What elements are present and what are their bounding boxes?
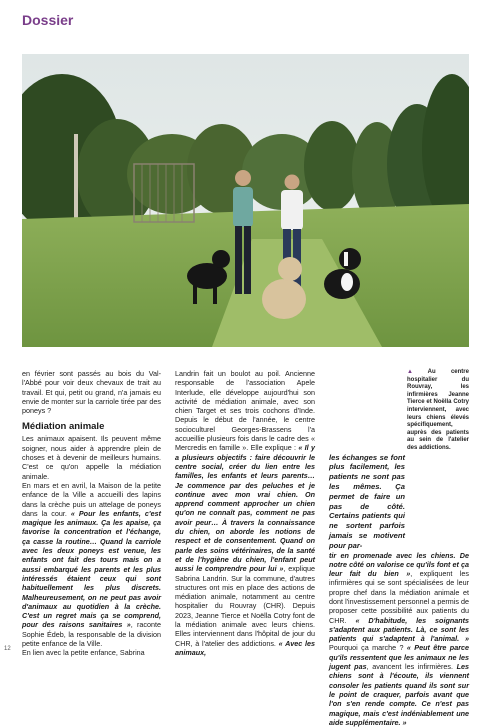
caption-text: Au centre hospitalier du Rouvray, les infirmières Jeanne Tierce et Noëlla Cotry interviennent, avec leurs chiens élevés spécifiquement, auprès des patients au sein de l'atelier des addictions. [407,369,469,451]
quote: « Pour les enfants, c'est magique les animaux. Ça les apaise, ça favorise la concentration et l'échange, ça casse la routine… Quand la carriole avec les deux poneys est venue, les enfants ont fait des tours mais on a aussi embarqué les parents et les plus intéressés étaient ceux qui sont habituellement les plus discrets. Malheureusement, on ne peut pas avoir d'animaux au quotidien à la crèche. C'est un regret mais ça se comprend, pour des raisons sanitaires » [22,509,161,630]
paragraph-text: Pourquoi ça marche ? [329,643,407,652]
paragraph-text: , raconte Sophie Édeb, la responsable de la division petite enfance de la Ville. [22,620,161,648]
paragraph-text: , expliquent les infirmières qui se sont spécialisées de leur propre chef dans la médiation animale et dont l'investissement personnel a permis de proposer cette possibilité aux patients du CHR. [329,569,469,624]
page-number: 12 [4,646,11,652]
text-column-1 [22,369,161,658]
photo-caption [407,369,469,453]
paragraph-text: , avancent les infirmières. [367,662,457,671]
paragraph-text: Landrin fait un boulot au poil. Ancienne responsable de l'association Apele Interlude, elle développe aujourd'hui son activité de médiation animale, avec son chien Target et ses trois cochons d'Inde. Depuis le début de l'année, le centre socioculturel Georges-Brassens l'a accueillie plusieurs fois dans le cadre des « Mercredis en famille ». Elle explique : [175,369,315,452]
quote: Les chiens sont à l'écoute, ils viennent consoler les patients quand ils sont sur le point de craquer, parfois avant que l'on s'en rende compte. Ce n'est pas magique, mais c'est indéniablement une aide supplémentaire. » [329,662,469,727]
pull-quote: les échanges se font plus facilement, les patients ne sont pas les mêmes. Ça permet de faire un pas de côté. Certains patients qui ne sortent parfois jamais se motivent pour par- [329,453,405,551]
paragraph [329,551,469,727]
paragraph [22,481,161,648]
paragraph [175,369,315,657]
paragraph: En lien avec la petite enfance, Sabrina [22,648,161,657]
subheading: Médiation animale [22,421,161,432]
caption-marker-icon: ▲ [407,369,427,375]
quote: « Peut être parce qu'ils ressentent que les animaux ne les jugent pas [329,643,469,671]
text-column-2 [175,369,315,657]
paragraph-text: En mars et en avril, la Maison de la petite enfance de la Ville a accueilli des lapins dans la crèche puis un attelage de poneys dans la cour. [22,481,161,518]
text-column-3 [329,369,469,727]
paragraph: Les animaux apaisent. Ils peuvent même soigner, nous aider à apprendre plein de choses et à devenir de meilleurs humains. C'est ce qu'on appelle la médiation animale. [22,434,161,480]
paragraph: en février sont passés au bois du Val-l'Abbé pour voir deux chevaux de trait au travail. Et qui, petit ou grand, n'a jamais eu envie de monter sur la carriole tirée par des poneys ? [22,369,161,415]
quote: « D'habitude, les soignants s'adaptent aux patients. Là, ce sont les patients qui s'adaptent à l'animal. » [329,616,469,644]
quote: « Il y a plusieurs objectifs : faire découvrir le centre social, créer du lien entre les familles, les enfants et leurs parents… Je commence par des peluches et je continue avec mon vrai chien. On apprend comment approcher un chien qu'on ne connaît pas, comment ne pas avoir peur… À travers la connaissance du chien, on aborde les notions de respect et de consentement. Quand on parle des soins vétérinaires, de la santé et de l'hygiène du chien, l'enfant peut aussi le comprendre pour lui » [175,443,315,573]
article-photo [22,54,469,347]
section-label: Dossier [22,12,73,28]
quote: tir en promenade avec les chiens. De notre côté on valorise ce qu'ils font et ça leur fait du bien » [329,551,469,579]
quote: « Avec les animaux, [175,639,315,657]
paragraph-text: , explique Sabrina Landrin. Sur la commune, d'autres structures ont mis en place des actions de médiation animale, notamment au centre hospitalier du Rouvray (CHR). Depuis 2023, Jeanne Tierce et Noëlla Cotry font de la médiation animale avec leurs chiens. Elles interviennent dans l'hôpital de jour du CHR, à l'atelier des addictions. [175,564,315,647]
